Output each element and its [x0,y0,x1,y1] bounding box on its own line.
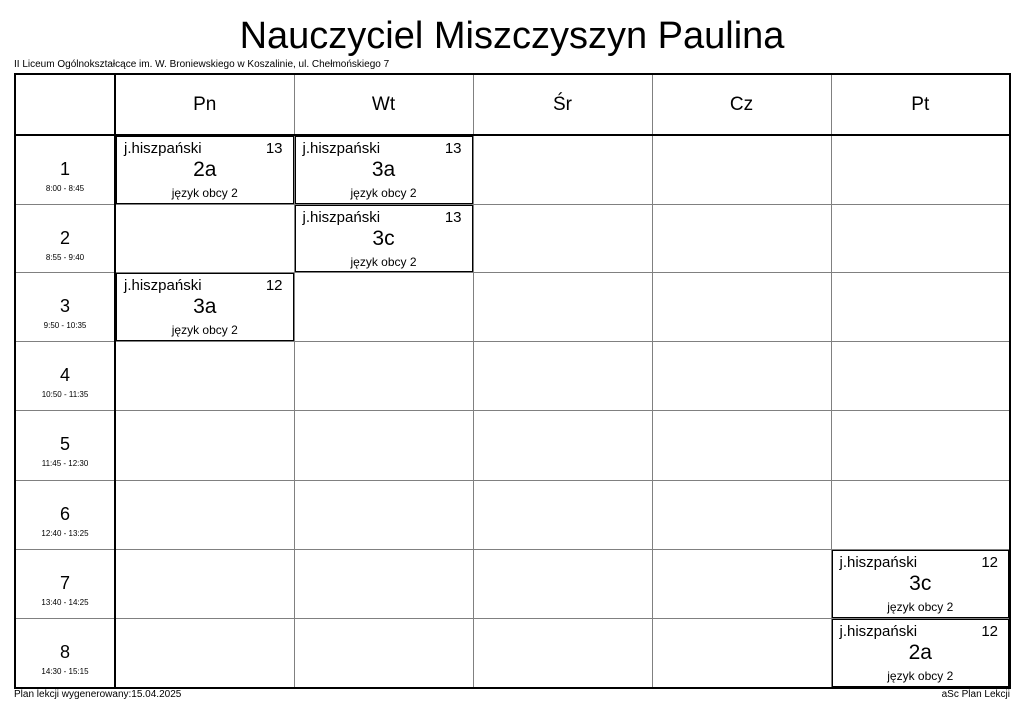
lesson-group: język obcy 2 [350,186,417,200]
school-name: II Liceum Ogólnokształcące im. W. Broniewskiego w Koszalinie, ul. Chełmońskiego 7 [14,59,390,70]
period-cell [15,480,115,549]
period-time: 12:40 - 13:25 [41,528,89,538]
lesson-room: 13 [444,140,462,157]
lesson-room: 13 [265,140,283,157]
timetable-cell [473,549,652,618]
period-row [15,480,1010,549]
timetable-cell [652,480,831,549]
timetable-cell [473,204,652,272]
lesson-group: język obcy 2 [887,599,954,614]
period-row [15,619,1010,688]
period-number: 4 [59,365,70,386]
lesson-room: 12 [265,276,283,294]
lesson-subject: j.hiszpański [839,553,918,571]
timetable-cell [115,204,294,272]
period-number: 3 [59,295,70,316]
software-name: aSc Plan Lekcji [941,689,1010,700]
period-number: 2 [59,227,70,248]
timetable-cell [831,619,1010,688]
timetable-grid [14,73,1011,689]
lesson-group: język obcy 2 [887,669,954,684]
timetable-cell [652,204,831,272]
timetable-cell [831,480,1010,549]
lesson-card [116,273,294,341]
timetable-cell [115,480,294,549]
period-number: 1 [59,159,70,179]
period-time: 8:00 - 8:45 [45,184,85,193]
timetable-cell [115,549,294,618]
lesson-group: język obcy 2 [350,254,417,269]
timetable-cell [294,619,473,688]
period-row [15,411,1010,480]
lesson-room: 13 [444,208,462,226]
day-header-sr: Śr [473,74,652,135]
timetable-cell [652,342,831,411]
lesson-group: język obcy 2 [171,186,238,200]
timetable-cell [831,272,1010,341]
lesson-subject: j.hiszpański [124,276,202,294]
period-cell [15,549,115,618]
timetable-cell [294,272,473,341]
day-header-pt: Pt [831,74,1010,135]
day-header-pn: Pn [115,74,294,135]
timetable-cell [115,135,294,204]
timetable-cell [652,411,831,480]
timetable-cell [473,135,652,204]
header-row [15,74,1010,135]
lesson-card [832,619,1010,687]
timetable-cell [294,480,473,549]
period-time: 14:30 - 15:15 [41,667,89,677]
period-number: 7 [59,572,70,593]
lesson-class: 2a [908,641,932,665]
lesson-card [832,550,1010,618]
timetable-cell [473,411,652,480]
period-cell [15,272,115,341]
page-title: Nauczyciel Miszczyszyn Paulina [239,15,785,57]
lesson-subject: j.hiszpański [302,140,381,157]
period-cell [15,342,115,411]
period-row [15,135,1010,204]
period-time: 13:40 - 14:25 [41,597,89,607]
timetable-cell [473,272,652,341]
period-time: 9:50 - 10:35 [43,320,87,330]
generated-date: Plan lekcji wygenerowany:15.04.2025 [14,689,182,700]
lesson-group: język obcy 2 [171,322,238,337]
period-row [15,342,1010,411]
period-number: 6 [59,503,70,524]
timetable-cell [294,342,473,411]
lesson-card [295,205,473,272]
lesson-class: 3c [372,226,395,250]
lesson-room: 12 [981,553,998,571]
lesson-subject: j.hiszpański [302,208,381,226]
period-time: 8:55 - 9:40 [45,252,85,262]
timetable-cell [473,480,652,549]
period-number: 8 [59,642,70,663]
lesson-class: 3c [909,571,932,595]
day-header-cz: Cz [652,74,831,135]
timetable-cell [831,204,1010,272]
timetable-cell [294,135,473,204]
timetable-cell [652,135,831,204]
timetable-cell [473,342,652,411]
timetable-cell [294,204,473,272]
timetable-cell [294,549,473,618]
period-cell [15,619,115,688]
period-row [15,204,1010,272]
period-cell [15,135,115,204]
period-number: 5 [59,434,70,455]
timetable-cell [115,411,294,480]
timetable-cell [831,135,1010,204]
period-time: 11:45 - 12:30 [41,459,89,469]
timetable-cell [831,549,1010,618]
period-cell [15,411,115,480]
timetable-cell [115,619,294,688]
timetable-cell [831,411,1010,480]
lesson-card [295,136,473,204]
period-time: 10:50 - 11:35 [41,390,89,400]
corner-cell [15,74,115,135]
period-row [15,272,1010,341]
lesson-room: 12 [981,623,998,641]
lesson-class: 2a [193,158,217,181]
period-cell [15,204,115,272]
lesson-class: 3a [193,294,217,318]
period-row [15,549,1010,618]
lesson-card [116,136,294,204]
timetable-cell [831,342,1010,411]
day-header-wt: Wt [294,74,473,135]
timetable-cell [115,342,294,411]
lesson-subject: j.hiszpański [839,623,918,641]
lesson-subject: j.hiszpański [124,140,202,157]
lesson-class: 3a [371,158,396,181]
timetable-cell [652,272,831,341]
timetable-cell [115,272,294,341]
timetable-cell [294,411,473,480]
timetable-cell [652,549,831,618]
timetable-cell [473,619,652,688]
timetable-cell [652,619,831,688]
